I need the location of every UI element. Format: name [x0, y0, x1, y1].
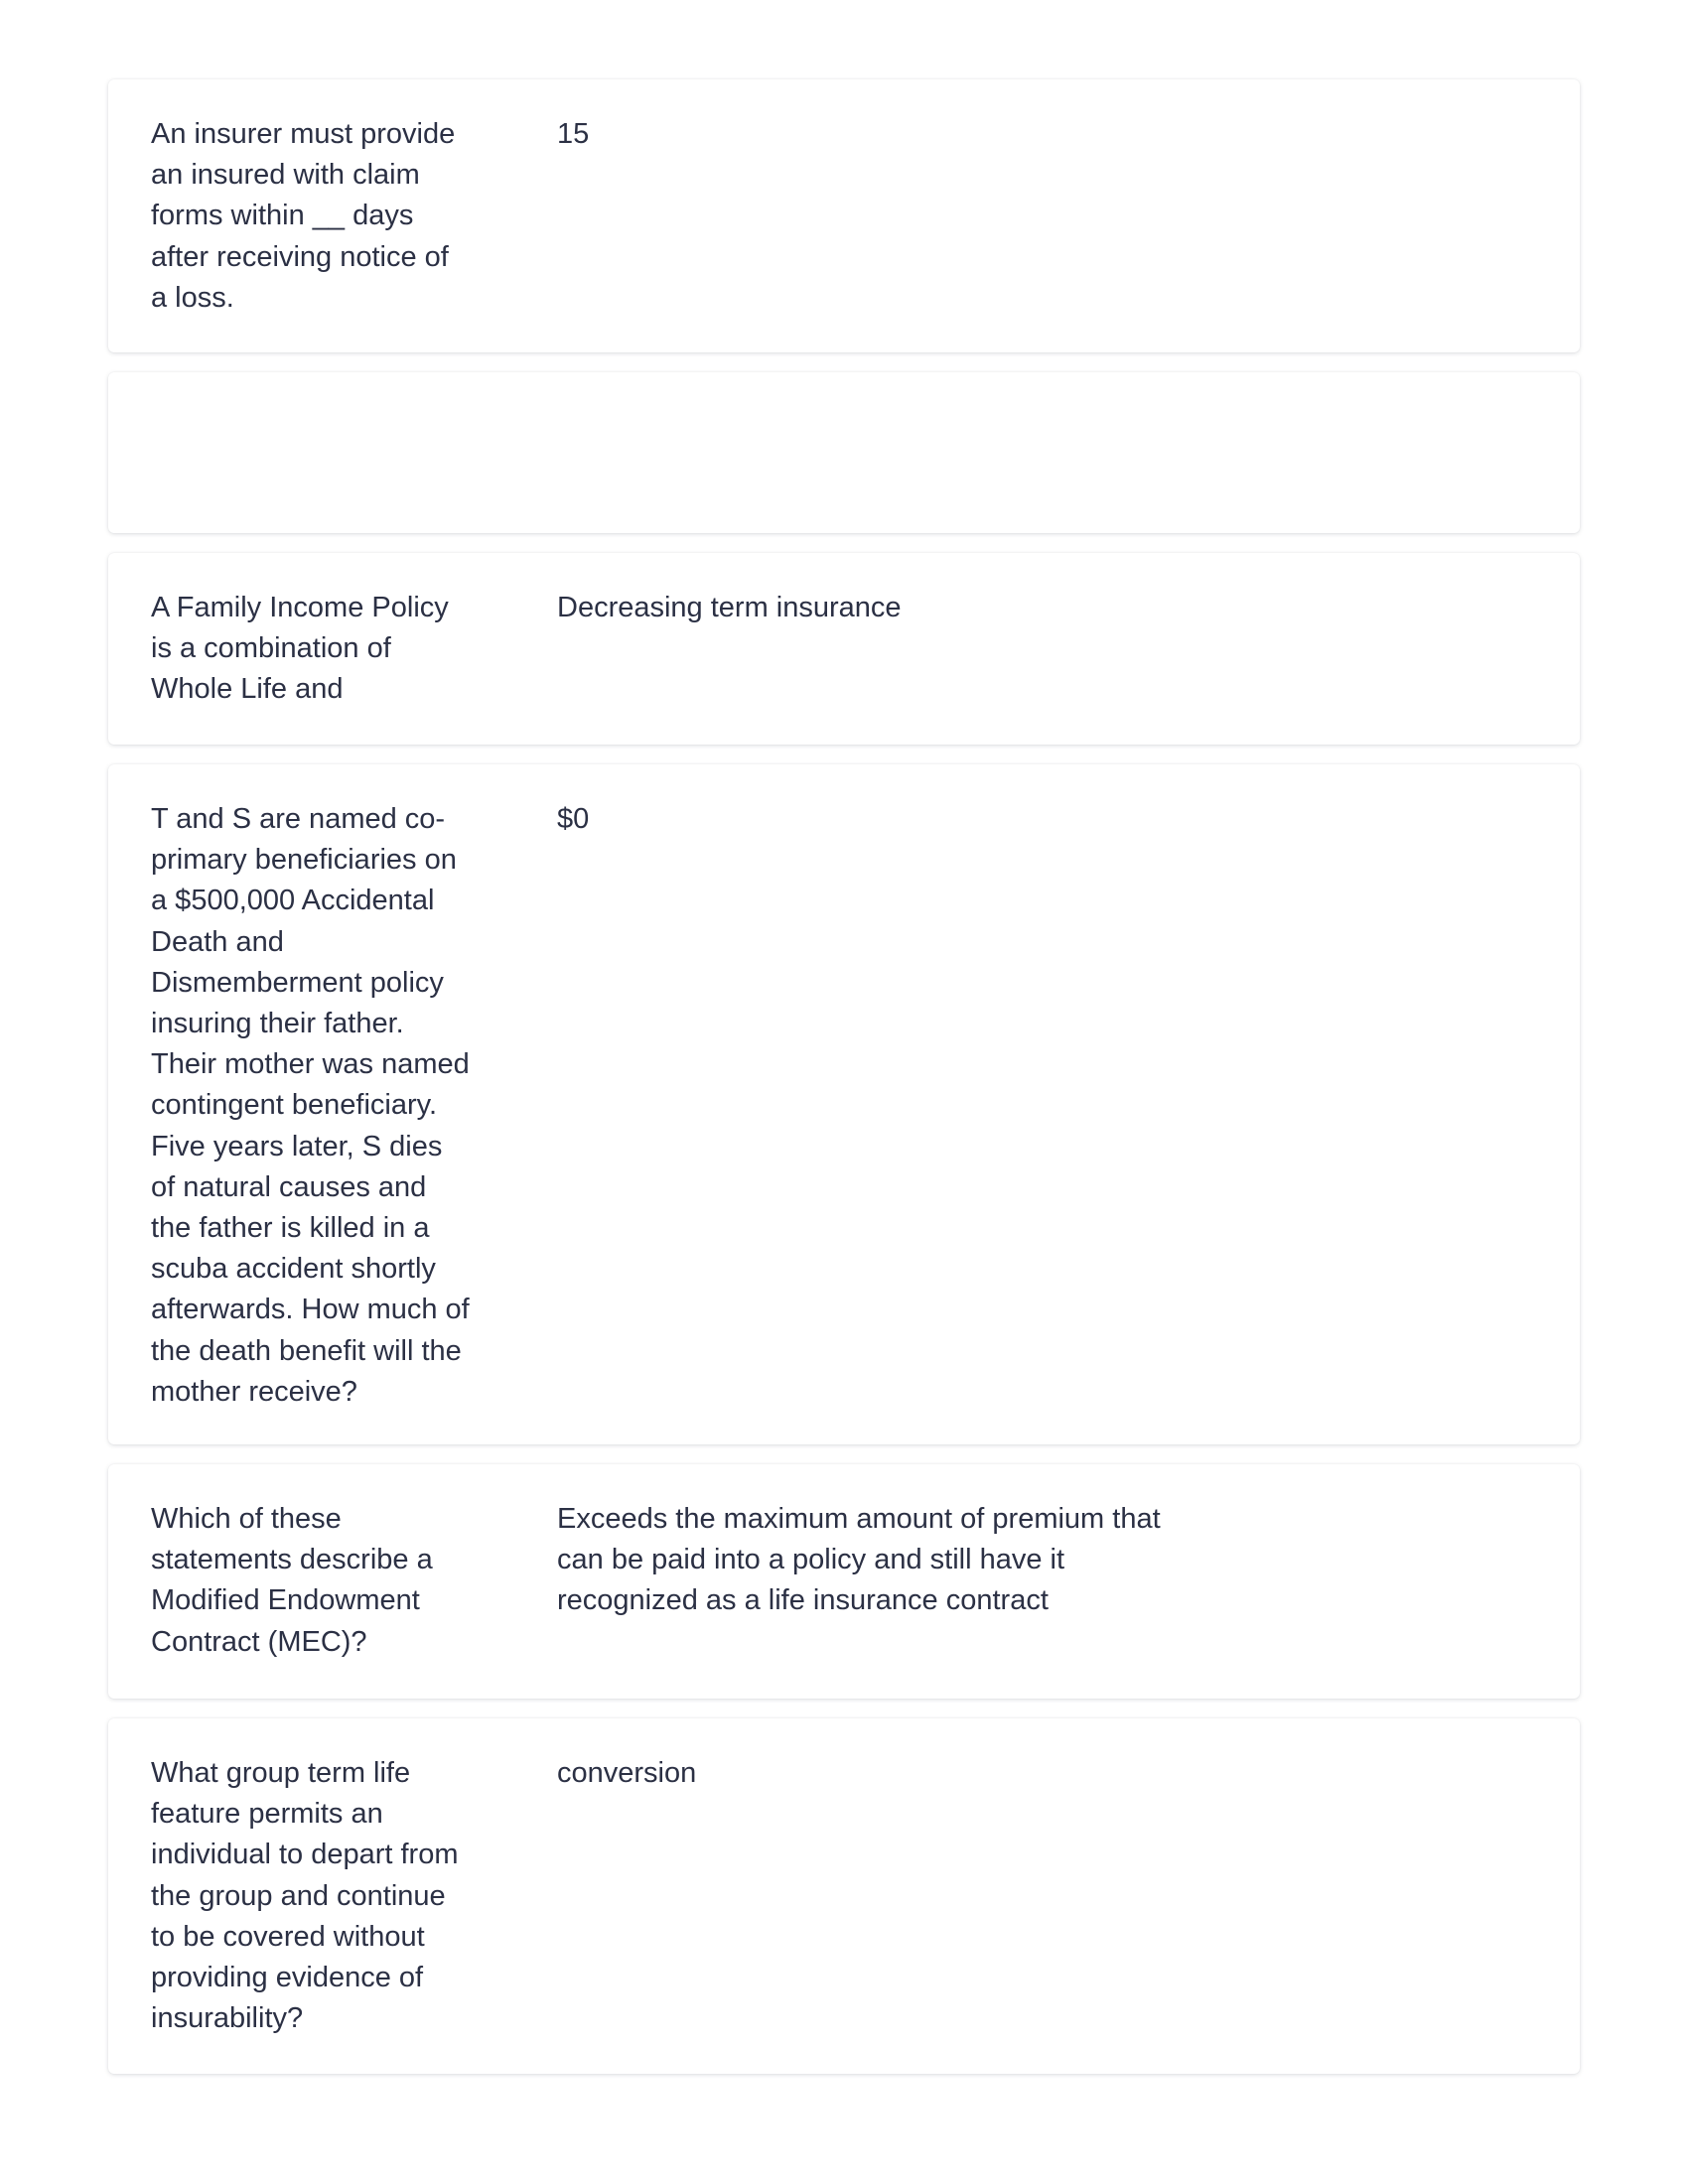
flashcard — [108, 1718, 1580, 2074]
card-definition: $0 — [557, 803, 590, 835]
flashcard — [108, 1464, 1580, 1699]
card-term: T and S are named co- primary beneficiaries on a $500,000 Accidental Death and Dismemberment policy insuring their father. Their mother was named contingent beneficiary. Five years later, S dies of natural causes and the father is killed in a scuba accident shortly afterwards. How much of the death benefit will the mother receive? — [151, 803, 470, 1408]
card-term: What group term life feature permits an individual to depart from the group and continue to be covered without providing evidence of insurability? — [151, 1757, 459, 2035]
card-term: Which of these statements describe a Modified Endowment Contract (MEC)? — [151, 1503, 433, 1658]
flashcard — [108, 764, 1580, 1444]
card-term: A Family Income Policy is a combination of Whole Life and — [151, 592, 449, 706]
card-definition: Decreasing term insurance — [557, 592, 902, 623]
card-definition: Exceeds the maximum amount of premium that can be paid into a policy and still have it recognized as a life insurance contract — [557, 1503, 1161, 1617]
flashcard — [108, 79, 1580, 352]
flashcard — [108, 553, 1580, 745]
card-definition: conversion — [557, 1757, 697, 1789]
card-term: An insurer must provide an insured with claim forms within __ days after receiving notice of a loss. — [151, 118, 456, 314]
card-definition: 15 — [557, 118, 590, 150]
flashcard-empty — [108, 372, 1580, 533]
